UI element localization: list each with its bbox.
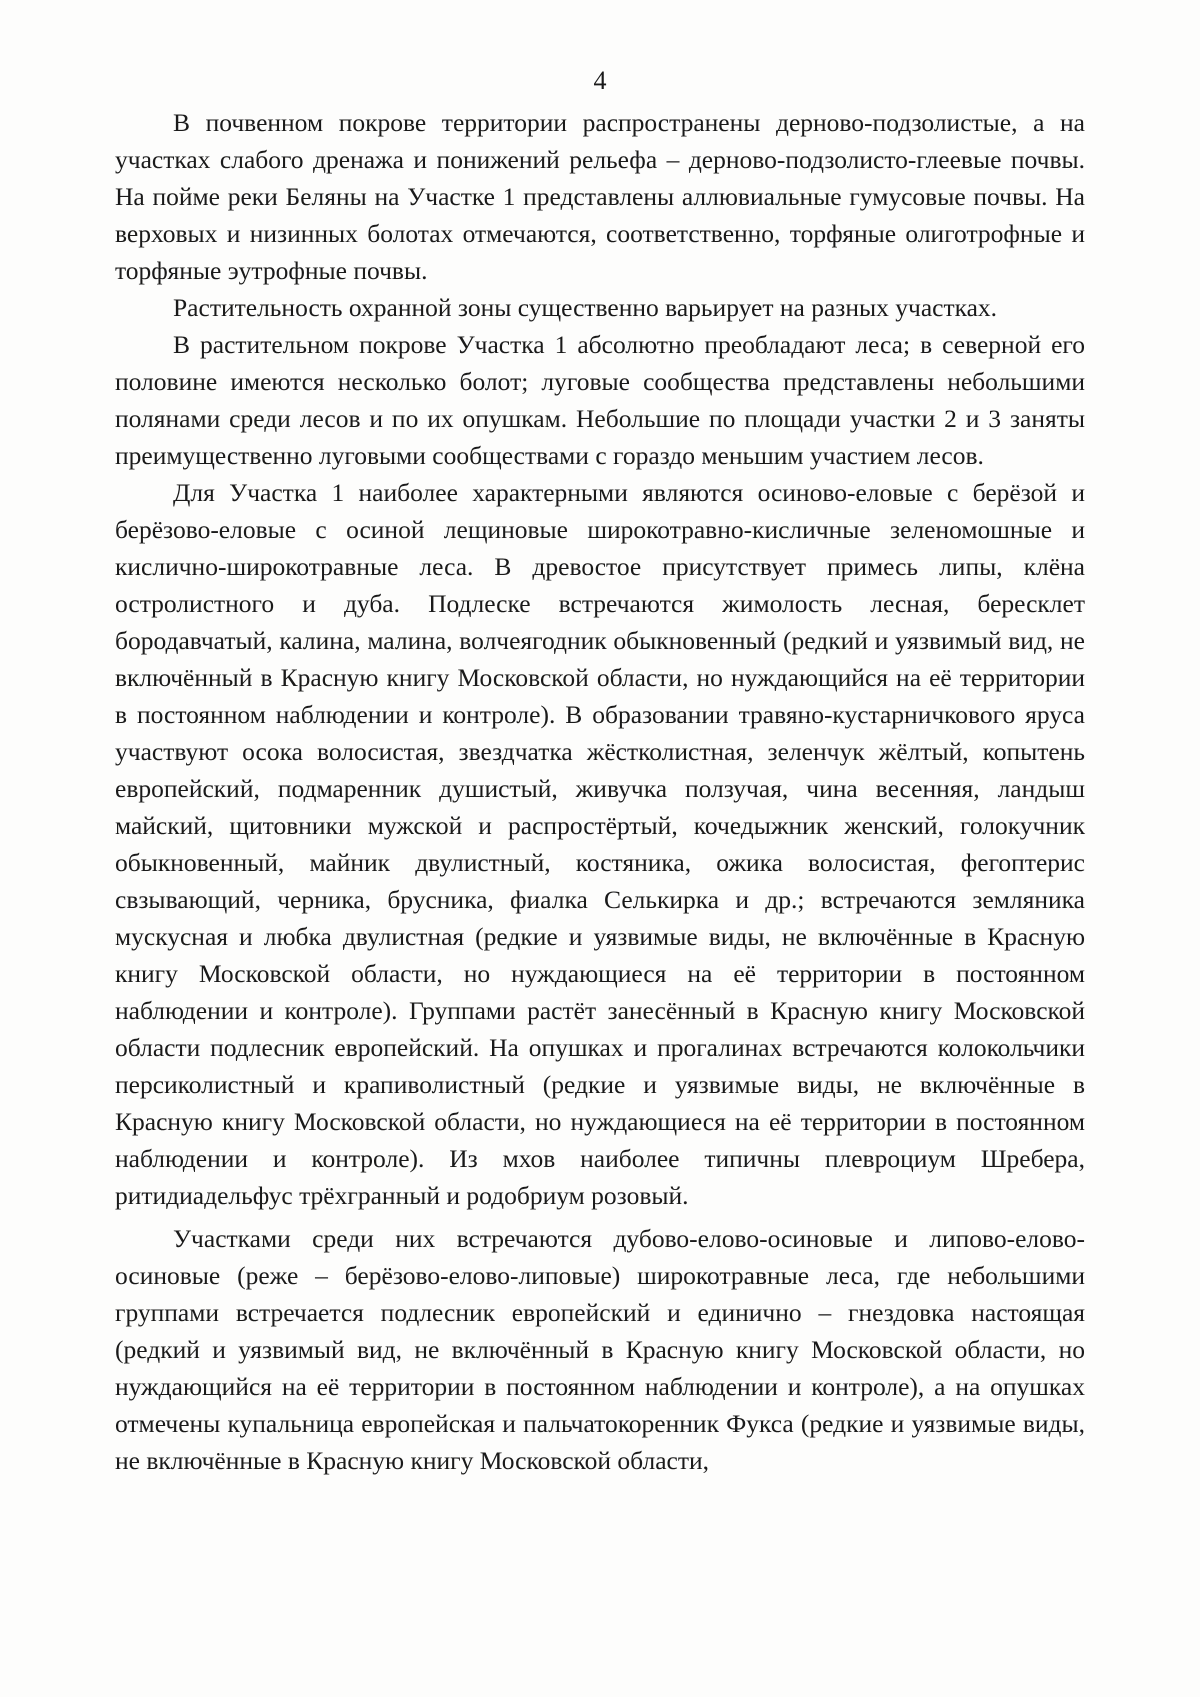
body-text — [115, 104, 1085, 1479]
page-number: 4 — [593, 66, 607, 95]
paragraph-mixed-forests: Участками среди них встречаются дубово-елово-осиновые и липово-елово-осиновые (реже – берёзово-елово-липовые) широкотравные леса, где небольшими группами встречается подлесник европейский и единично – гнездовка настоящая (редкий и уязвимый вид, не включённый в Красную книгу Московской области, но нуждающийся на её территории в постоянном наблюдении и контроле), а на опушках отмечены купальница европейская и пальчатокоренник Фукса (редкие и уязвимые виды, не включённые в Красную книгу Московской области, — [115, 1224, 1085, 1475]
paragraph-vegetation-intro: Растительность охранной зоны существенно варьирует на разных участках. — [173, 293, 998, 322]
paragraph-plot1-cover: В растительном покрове Участка 1 абсолютно преобладают леса; в северной его половине имеются несколько болот; луговые сообщества представлены небольшими полянами среди лесов и по их опушкам. Небольшие по площади участки 2 и 3 заняты преимущественно луговыми сообществами с гораздо меньшим участием лесов. — [115, 330, 1085, 470]
paragraph-plot1-forests: Для Участка 1 наиболее характерными являются осиново-еловые с берёзой и берёзово-еловые с осиной лещиновые широкотравно-кисличные зеленомошные и кислично-широкотравные леса. В древостое присутствует примесь липы, клёна остролистного и дуба. Подлеске встречаются жимолость лесная, бересклет бородавчатый, калина, малина, волчеягодник обыкновенный (редкий и уязвимый вид, не включённый в Красную книгу Московской области, но нуждающийся на её территории в постоянном наблюдении и контроле). В образовании травяно-кустарничкового яруса участвуют осока волосистая, звездчатка жёстколистная, зеленчук жёлтый, копытень европейский, подмаренник душистый, живучка ползучая, чина весенняя, ландыш майский, щитовники мужской и распростёртый, кочедыжник женский, голокучник обыкновенный, майник двулистный, костяника, ожика волосистая, фегоптерис свзывающий, черника, брусника, фиалка Селькирка и др.; встречаются земляника мускусная и любка двулистная (редкие и уязвимые виды, не включённые в Красную книгу Московской области, но нуждающиеся на её территории в постоянном наблюдении и контроле). Группами растёт занесённый в Красную книгу Московской области подлесник европейский. На опушках и прогалинах встречаются колокольчики персиколистный и крапиволистный (редкие и уязвимые виды, не включённые в Красную книгу Московской области, но нуждающиеся на её территории в постоянном наблюдении и контроле). Из мхов наиболее типичны плевроциум Шребера, ритидиадельфус трёхгранный и родобриум розовый. — [115, 478, 1085, 1210]
paragraph-soils: В почвенном покрове территории распространены дерново-подзолистые, а на участках слабого дренажа и понижений рельефа – дерново-подзолисто-глеевые почвы. На пойме реки Беляны на Участке 1 представлены аллювиальные гумусовые почвы. На верховых и низинных болотах отмечаются, соответственно, торфяные олиготрофные и торфяные эутрофные почвы. — [115, 108, 1085, 285]
